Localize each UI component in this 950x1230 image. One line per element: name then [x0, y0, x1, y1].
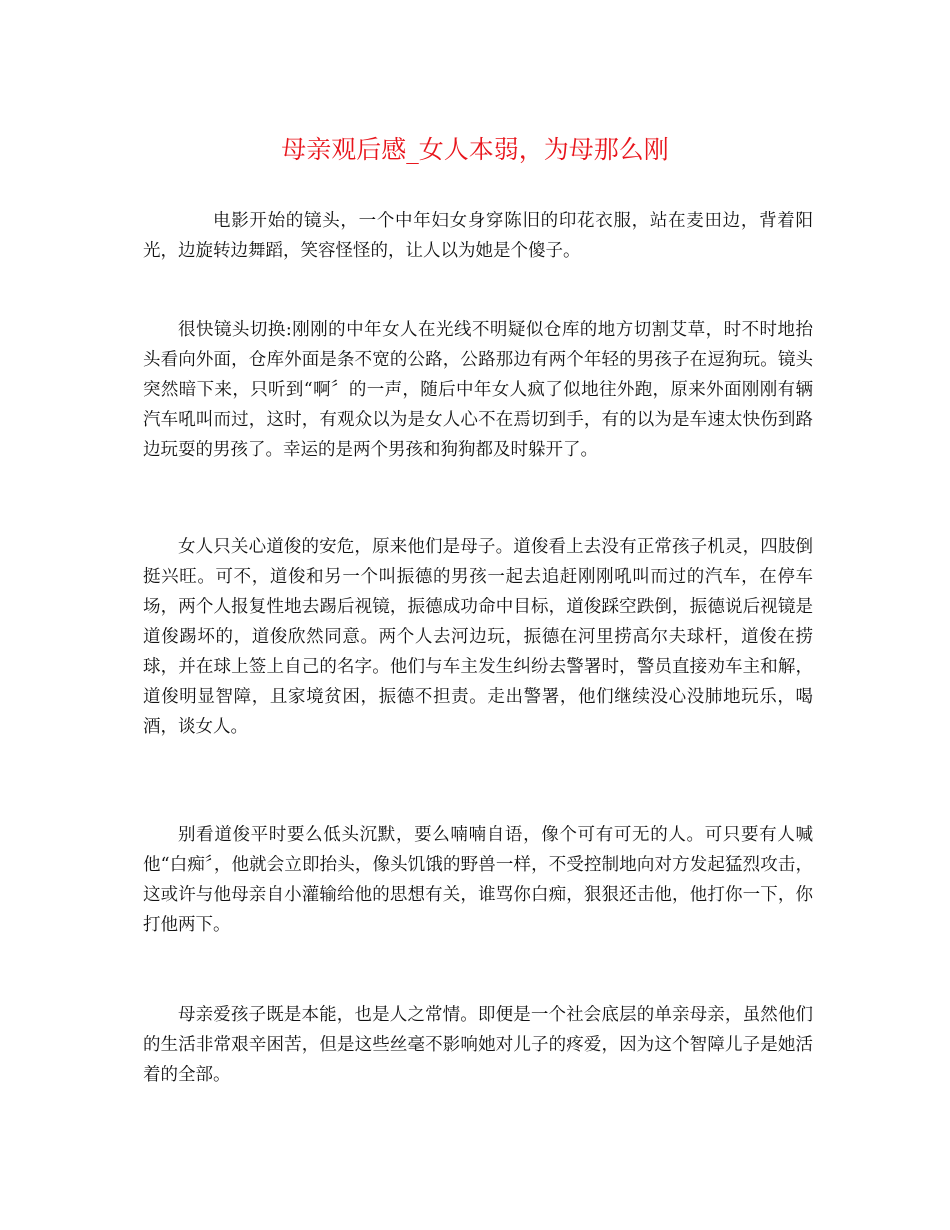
paragraph-1: 电影开始的镜头，一个中年妇女身穿陈旧的印花衣服，站在麦田边，背着阳光，边旋转边舞蹈，笑容怪怪的，让人以为她是个傻子。: [143, 211, 813, 261]
paragraph-2: 很快镜头切换:刚刚的中年女人在光线不明疑似仓库的地方切割艾草，时不时地抬头看向外面，仓库外面是条不宽的公路，公路那边有两个年轻的男孩子在逗狗玩。镜头突然暗下来，只听到“啊〞的一声，随后中年女人疯了似地往外跑，原来外面刚刚有辆汽车吼叫而过，这时，有观众以为是女人心不在焉切到手，有的以为是车速太快伤到路边玩耍的男孩了。幸运的是两个男孩和狗狗都及时躲开了。: [143, 320, 813, 460]
paragraph-5: 母亲爱孩子既是本能，也是人之常情。即便是一个社会底层的单亲母亲，虽然他们的生活非常艰辛困苦，但是这些丝毫不影响她对儿子的疼爱，因为这个智障儿子是她活着的全部。: [143, 1005, 813, 1085]
paragraph-3: 女人只关心道俊的安危，原来他们是母子。道俊看上去没有正常孩子机灵，四肢倒挺兴旺。可不，道俊和另一个叫振德的男孩一起去追赶刚刚吼叫而过的汽车，在停车场，两个人报复性地去踢后视镜，振德成功命中目标，道俊踩空跌倒，振德说后视镜是道俊踢坏的，道俊欣然同意。两个人去河边玩，振德在河里捞高尔夫球杆，道俊在捞球，并在球上签上自己的名字。他们与车主发生纠纷去警署时，警员直接劝车主和解，道俊明显智障，且家境贫困，振德不担责。走出警署，他们继续没心没肺地玩乐，喝酒，谈女人。: [143, 537, 813, 737]
document-title: 母亲观后感_女人本弱，为母那么刚: [281, 135, 669, 164]
paragraph-4: 别看道俊平时要么低头沉默，要么喃喃自语，像个可有可无的人。可只要有人喊他“白痴〞，他就会立即抬头，像头饥饿的野兽一样，不受控制地向对方发起猛烈攻击，这或许与他母亲自小灌输给他的思想有关，谁骂你白痴，狠狠还击他，他打你一下，你打他两下。: [143, 825, 813, 935]
